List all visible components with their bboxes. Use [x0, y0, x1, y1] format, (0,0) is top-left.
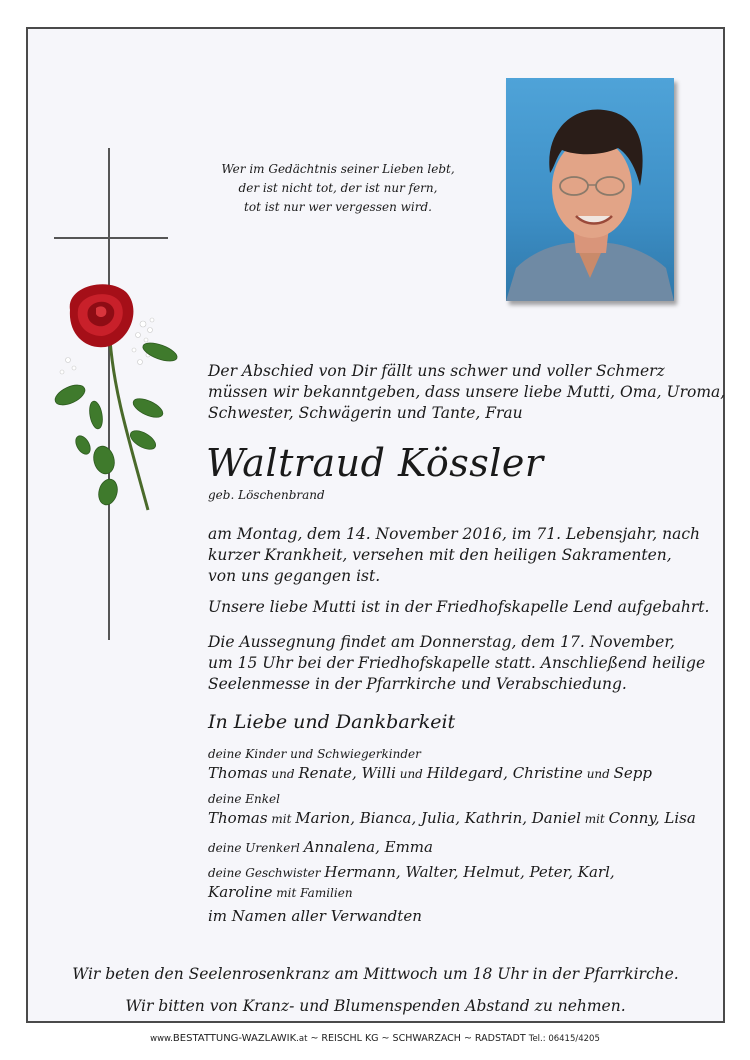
great-grandchildren — [208, 837, 433, 858]
footer-text: www. — [150, 1034, 173, 1044]
portrait-photo — [506, 78, 674, 301]
blessing-details — [208, 632, 705, 695]
children-label: deine Kinder und Schwiegerkinder — [208, 747, 421, 761]
death-details — [208, 524, 700, 587]
connector: und — [267, 767, 299, 781]
intro-line: müssen wir bekanntgeben, dass unsere liebe Mutti, Oma, Uroma, — [208, 383, 726, 401]
children-names — [208, 763, 652, 784]
mourner-name: Conny, Lisa — [608, 809, 696, 827]
mourner-name: Karoline — [208, 883, 273, 901]
mourner-name: Annalena, Emma — [303, 838, 433, 856]
grandchildren-label: deine Enkel — [208, 792, 280, 806]
footer-domain: BESTATTUNG-WAZLAWIK — [172, 1033, 297, 1044]
intro-text — [208, 361, 725, 424]
footer-text: ~ REISCHL KG ~ SCHWARZACH ~ RADSTADT — [307, 1033, 529, 1044]
rose-icon — [48, 280, 188, 515]
siblings — [208, 862, 615, 883]
maiden-name: geb. Löschenbrand — [208, 488, 325, 502]
flowers-notice: Wir bitten von Kranz- und Blumenspenden Abstand zu nehmen. — [125, 997, 626, 1015]
mourner-name: Hildegard, Christine — [426, 764, 583, 782]
footer-text: .at — [296, 1034, 308, 1044]
intro-line: Schwester, Schwägerin und Tante, Frau — [208, 404, 523, 422]
quote-line: tot ist nur wer vergessen wird. — [244, 200, 432, 214]
mourner-name: Marion, Bianca, Julia, Kathrin, Daniel — [295, 809, 581, 827]
relatives-note: im Namen aller Verwandten — [208, 907, 422, 925]
quote-line: der ist nicht tot, der ist nur fern, — [238, 181, 438, 195]
death-line: am Montag, dem 14. November 2016, im 71. Lebensjahr, nach — [208, 525, 700, 543]
blessing-line: um 15 Uhr bei der Friedhofskapelle statt. Anschließend heilige — [208, 654, 706, 672]
death-line: von uns gegangen ist. — [208, 567, 381, 585]
blessing-line: Seelenmesse in der Pfarrkirche und Verabschiedung. — [208, 675, 627, 693]
memorial-quote — [204, 160, 472, 217]
blessing-line: Die Aussegnung findet am Donnerstag, dem 17. November, — [208, 633, 675, 651]
mourner-label: deine Geschwister — [208, 866, 325, 880]
footer-text: Tel.: — [528, 1034, 549, 1044]
death-line: kurzer Krankheit, versehen mit den heiligen Sakramenten, — [208, 546, 672, 564]
rosary-notice: Wir beten den Seelenrosenkranz am Mittwoch um 18 Uhr in der Pfarrkirche. — [72, 965, 679, 983]
mourner-name: Renate, Willi — [298, 764, 396, 782]
grandchildren-names — [208, 808, 696, 829]
quote-line: Wer im Gedächtnis seiner Lieben lebt, — [221, 162, 455, 176]
connector: mit — [580, 812, 609, 826]
deceased-name: Waltraud Kössler — [206, 441, 544, 485]
connector: und — [582, 767, 614, 781]
mourner-name: Sepp — [613, 764, 653, 782]
intro-line: Der Abschied von Dir fällt uns schwer und voller Schmerz — [208, 362, 665, 380]
connector: mit Familien — [272, 886, 353, 900]
funeral-home-footer — [0, 1033, 750, 1044]
siblings-continued — [208, 882, 353, 903]
connector: und — [395, 767, 427, 781]
laid-out-note: Unsere liebe Mutti ist in der Friedhofskapelle Lend aufgebahrt. — [208, 598, 710, 616]
connector: mit — [267, 812, 296, 826]
mourner-name: Thomas — [208, 764, 268, 782]
mourner-label: deine Urenkerl — [208, 841, 304, 855]
mourner-name: Hermann, Walter, Helmut, Peter, Karl, — [324, 863, 615, 881]
cross-horizontal-bar — [54, 237, 168, 239]
portrait-image — [506, 78, 674, 301]
mourner-name: Thomas — [208, 809, 268, 827]
footer-phone: 06415/4205 — [548, 1034, 600, 1044]
closing-heading: In Liebe und Dankbarkeit — [208, 711, 456, 733]
